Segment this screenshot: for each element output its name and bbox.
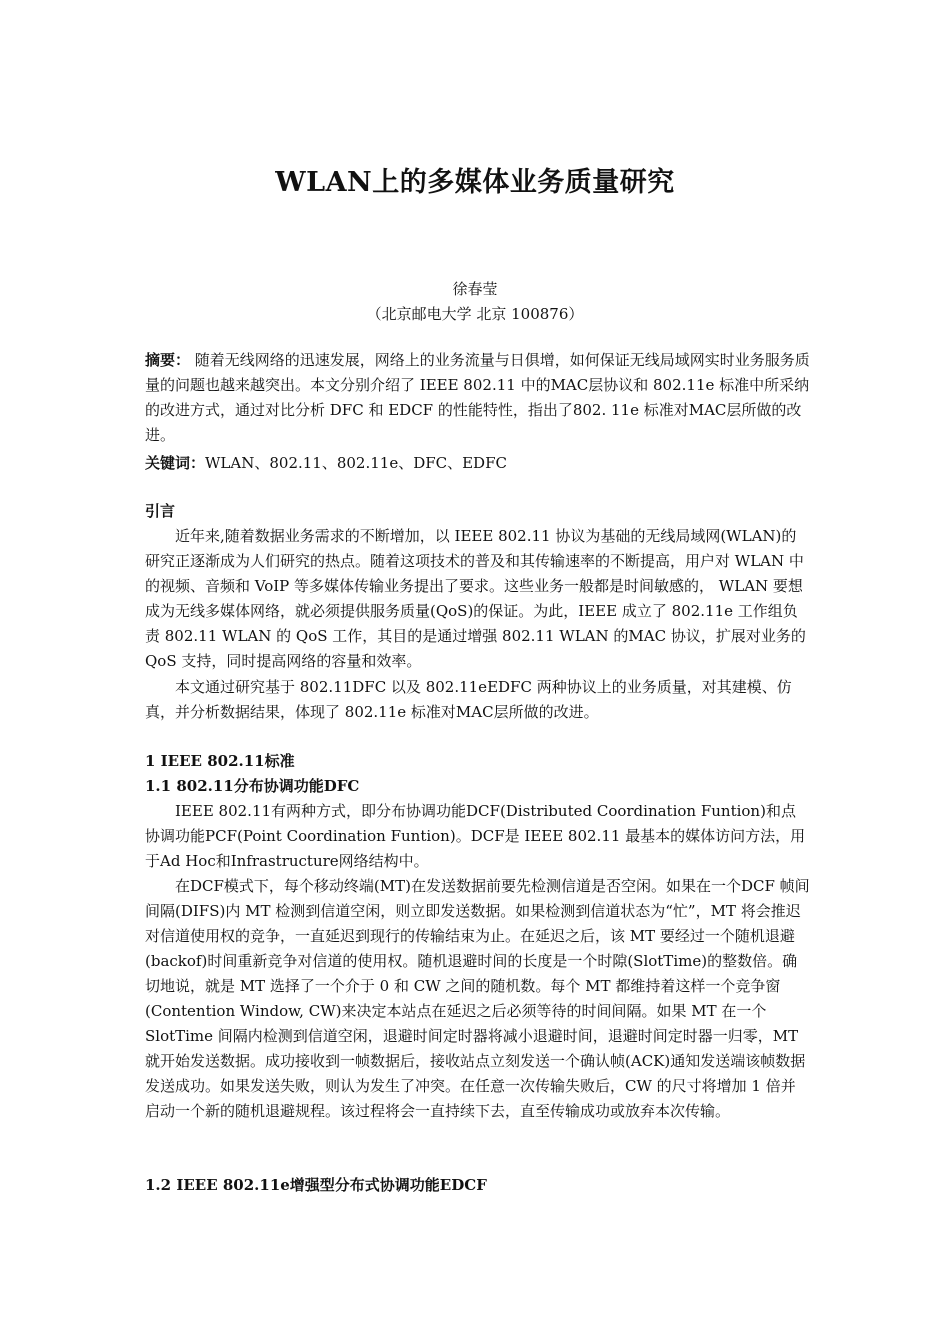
intro-paragraph-1: 近年来,随着数据业务需求的不断增加，以 IEEE 802.11 协议为基础的无线局域网(WLAN)的研究正逐渐成为人们研究的热点。随着这项技术的普及和其传输速率的不断提高，用户对 WLAN 中的视频、音频和 VoIP 等多媒体传输业务提出了要求。这些业务一般都是时间敏感的， WLAN 要想成为无线多媒体网络，就必须提供服务质量(QoS)的保证。为此，IEEE 成立了 802.11e 工作组负责 802.11 WLAN 的 QoS 工作，其目的是通过增强 802.11 WLAN 的MAC 协议，扩展对业务的 QoS 支持，同时提高网络的容量和效率。: [145, 527, 806, 670]
keywords-label: 关键词：: [145, 454, 206, 472]
section-1-heading: 1 IEEE 802.11标准: [145, 752, 295, 770]
section-1-1-paragraph: [145, 874, 810, 1124]
section-1-1-paragraph: [145, 799, 810, 874]
abstract: [145, 348, 810, 448]
abstract-text: 随着无线网络的迅速发展，网络上的业务流量与日俱增，如何保证无线局域网实时业务服务质量的问题也越来越突出。本文分别介绍了 IEEE 802.11 中的MAC层协议和 802.11e 标准中所采纳的改进方式，通过对比分析 DFC 和 EDCF 的性能特性，指出了802. 11e 标准对MAC层所做的改进。: [145, 351, 810, 444]
intro-heading: 引言: [145, 502, 176, 520]
section-1-1-paragraph-2: 在DCF模式下，每个移动终端(MT)在发送数据前要先检测信道是否空闲。如果在一个DCF 帧间间隔(DIFS)内 MT 检测到信道空闲，则立即发送数据。如果检测到信道状态为“忙”，MT 将会推迟对信道使用权的竞争，一直延迟到现行的传输结束为止。在延迟之后，该 MT 要经过一个随机退避(backof)时间重新竞争对信道的使用权。随机退避时间的长度是一个时隙(SlotTime)的整数倍。确切地说，就是 MT 选择了一个介于 0 和 CW 之间的随机数。每个 MT 都维持着这样一个竞争窗(Contention Window, CW)来决定本站点在延迟之后必须等待的时间间隔。如果 MT 在一个 SlotTime 间隔内检测到信道空闲，退避时间定时器将减小退避时间，退避时间定时器一归零，MT 就开始发送数据。成功接收到一帧数据后，接收站点立刻发送一个确认帧(ACK)通知发送端该帧数据发送成功。如果发送失败，则认为发生了冲突。在任意一次传输失败后，CW 的尺寸将增加 1 倍并启动一个新的随机退避规程。该过程将会一直持续下去，直至传输成功或放弃本次传输。: [145, 877, 810, 1120]
author-name: 徐春莹: [452, 280, 498, 298]
section-1-1-heading: 1.1 802.11分布协调功能DFC: [145, 777, 360, 795]
abstract-label: 摘要：: [145, 351, 191, 369]
intro-paragraph: [145, 675, 810, 725]
section-1-1-paragraph-1: IEEE 802.11有两种方式，即分布协调功能DCF(Distributed Coordination Funtion)和点协调功能PCF(Point Coordination Funtion)。DCF是 IEEE 802.11 最基本的媒体访问方法，用于Ad Hoc和Infrastructure网络结构中。: [145, 802, 806, 870]
keywords-text: WLAN、802.11、802.11e、DFC、EDFC: [205, 454, 507, 472]
intro-paragraph-2: 本文通过研究基于 802.11DFC 以及 802.11eEDFC 两种协议上的业务质量，对其建模、仿真，并分析数据结果，体现了 802.11e 标准对MAC层所做的改进。: [145, 678, 792, 721]
paper-title: WLAN上的多媒体业务质量研究: [275, 167, 675, 198]
section-1-2-heading: 1.2 IEEE 802.11e增强型分布式协调功能EDCF: [145, 1176, 487, 1194]
intro-paragraph: [145, 524, 810, 674]
keywords: [145, 451, 810, 476]
author-affiliation: （北京邮电大学 北京 100876）: [366, 305, 584, 323]
